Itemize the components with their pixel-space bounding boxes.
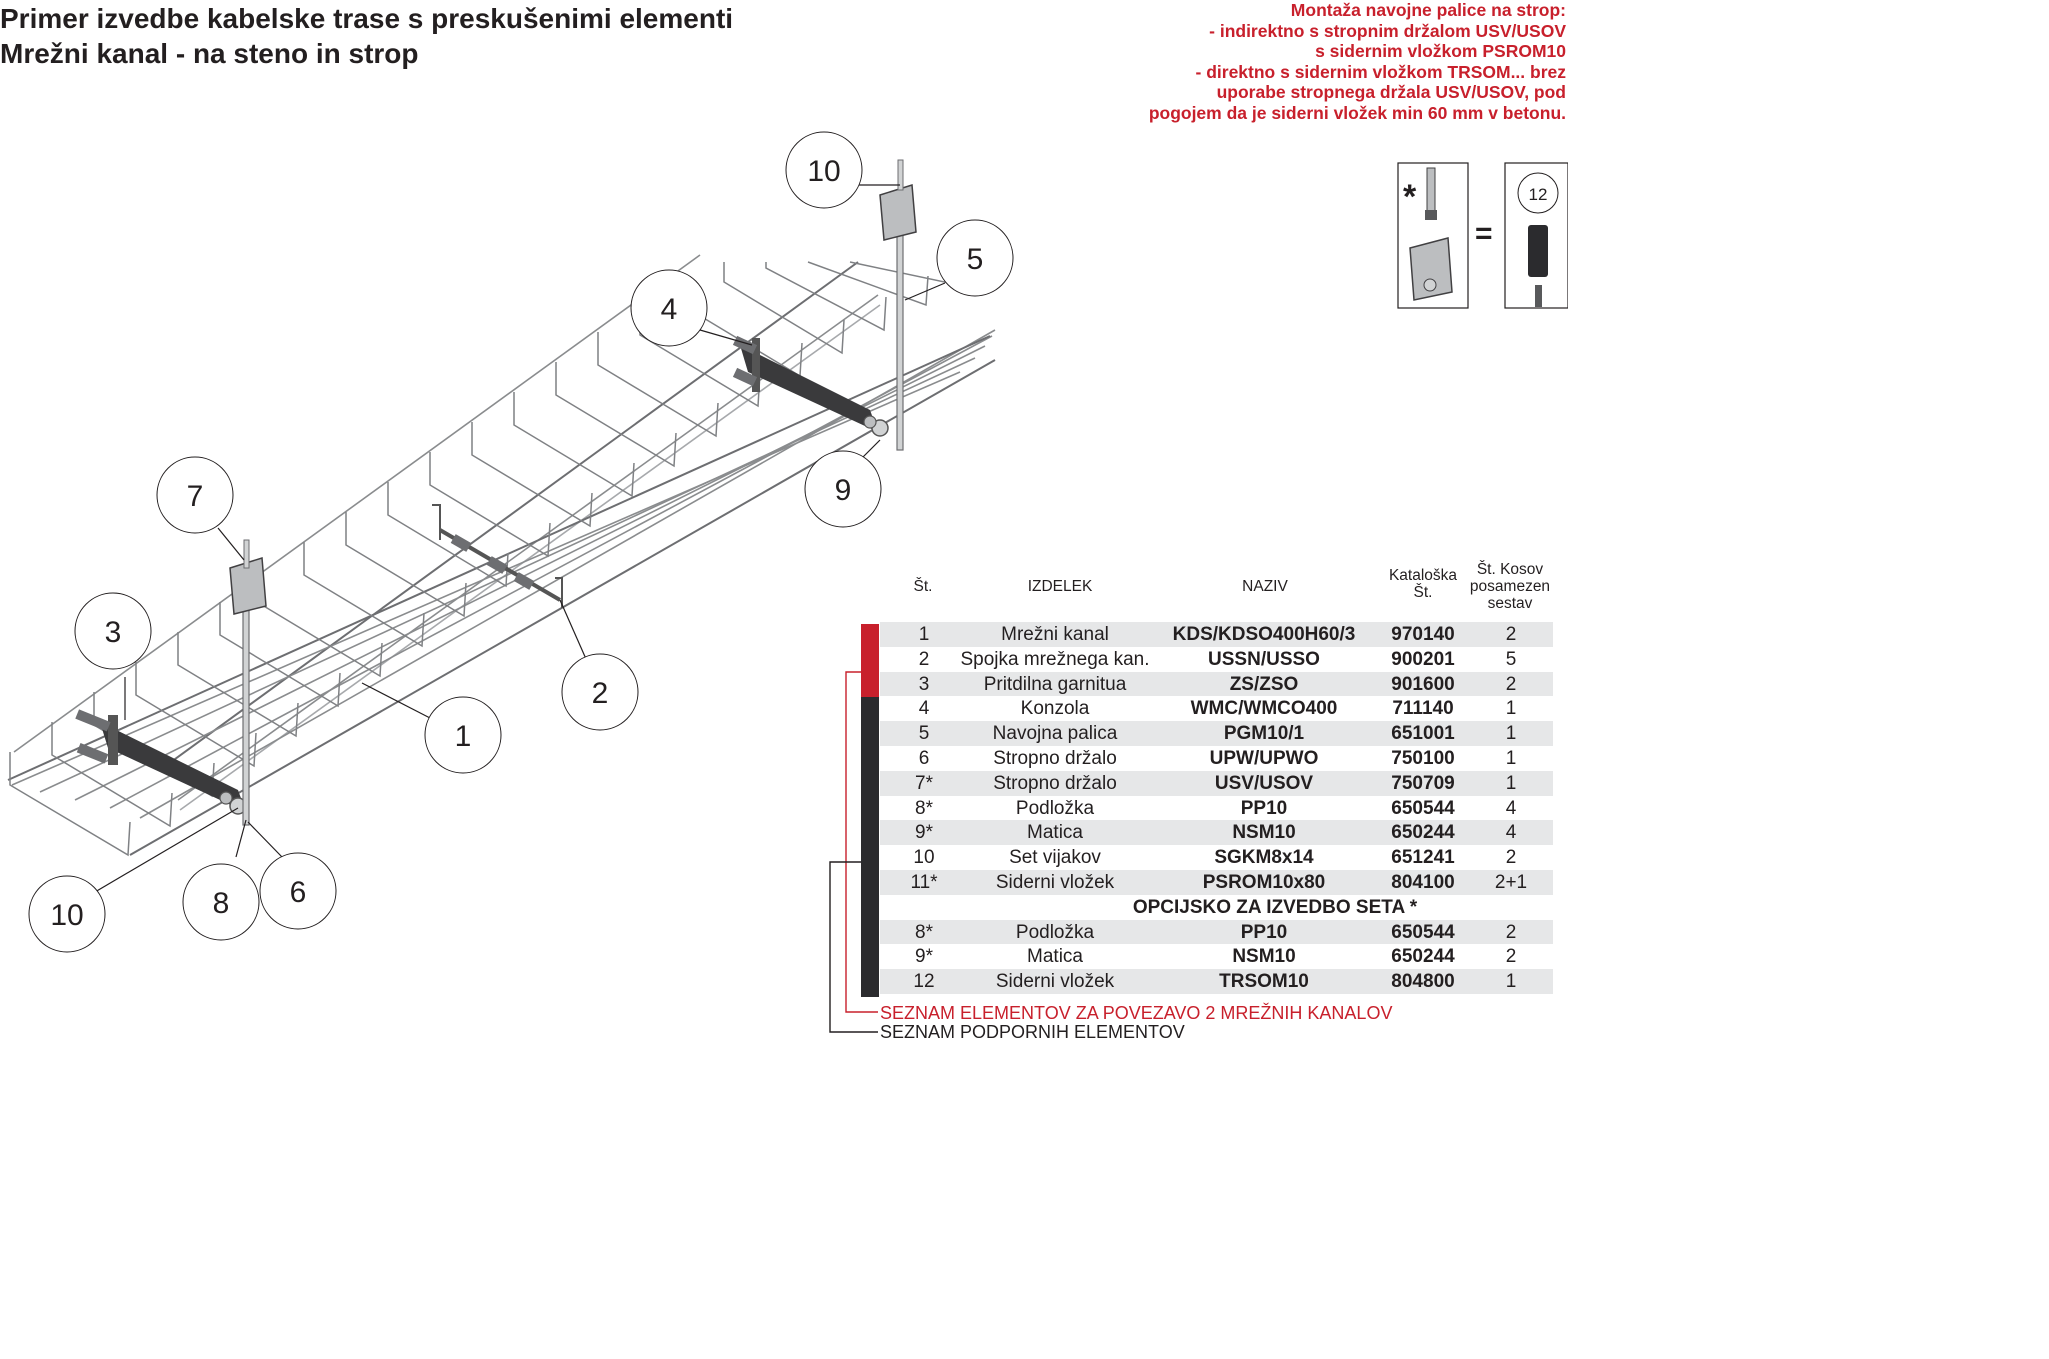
callout-2 bbox=[562, 654, 638, 730]
callout-number: 5 bbox=[966, 243, 984, 276]
cell-product: Podložka bbox=[1015, 797, 1095, 819]
diagram-title: Primer izvedbe kabelske trase s preskušenimi elementi bbox=[0, 3, 734, 34]
cell-qty: 1 bbox=[1505, 971, 1517, 993]
header-catalog-line: Št. bbox=[1413, 584, 1433, 601]
cell-no: 5 bbox=[918, 723, 930, 745]
callout-number: 3 bbox=[104, 616, 122, 649]
asterisk-mark: * bbox=[1403, 178, 1417, 216]
note-line: Montaža navojne palice na strop: bbox=[1290, 0, 1566, 20]
table-row bbox=[880, 969, 1553, 994]
table-row bbox=[880, 944, 1553, 969]
note-line: s sidernim vložkom PSROM10 bbox=[1315, 41, 1566, 62]
cell-name: PP10 bbox=[1240, 797, 1288, 819]
header-qty-line: Št. Kosov bbox=[1476, 561, 1544, 578]
cell-product: Mrežni kanal bbox=[1001, 624, 1109, 645]
callout-10-top bbox=[786, 132, 862, 208]
cell-name: PP10 bbox=[1240, 921, 1288, 943]
cell-no: 8* bbox=[915, 921, 933, 943]
tray-connector bbox=[432, 505, 562, 608]
callout-number: 8 bbox=[212, 887, 230, 920]
cell-product: Podložka bbox=[1015, 921, 1095, 943]
cell-no: 10 bbox=[913, 847, 935, 869]
cell-qty: 2 bbox=[1505, 921, 1517, 943]
cell-catalog: 750100 bbox=[1391, 748, 1455, 769]
wall-console-right bbox=[740, 345, 878, 432]
ceiling-clamp-right bbox=[880, 185, 916, 240]
cell-catalog: 650544 bbox=[1391, 797, 1455, 819]
callout-number: 10 bbox=[50, 899, 84, 932]
cell-no: 9* bbox=[915, 946, 933, 968]
callout-number: 2 bbox=[591, 677, 609, 710]
header-qty-line: posamezen bbox=[1469, 578, 1551, 595]
badge-number: 12 bbox=[1528, 185, 1548, 204]
cell-name: SGKM8x14 bbox=[1214, 847, 1314, 869]
header-qty-line: sestav bbox=[1487, 595, 1533, 612]
table-row bbox=[880, 622, 1553, 647]
cell-qty: 1 bbox=[1505, 723, 1517, 745]
cell-qty: 2+1 bbox=[1494, 872, 1528, 893]
cell-no: 1 bbox=[918, 624, 930, 645]
table-row bbox=[880, 672, 1553, 697]
cell-catalog: 650244 bbox=[1391, 822, 1455, 844]
header-catalog bbox=[1378, 567, 1468, 601]
header-qty bbox=[1462, 561, 1558, 612]
cell-name: PGM10/1 bbox=[1223, 723, 1305, 745]
cell-no: 2 bbox=[918, 648, 930, 670]
header-product: IZDELEK bbox=[1027, 578, 1093, 595]
header-name: NAZIV bbox=[1242, 578, 1288, 595]
option-inset bbox=[1398, 163, 1568, 308]
cell-qty: 2 bbox=[1505, 946, 1517, 968]
cell-name: USV/USOV bbox=[1214, 772, 1314, 794]
cell-product: Navojna palica bbox=[992, 723, 1118, 745]
callout-number: 9 bbox=[834, 474, 852, 507]
table-row bbox=[880, 696, 1553, 721]
callout-8 bbox=[183, 864, 259, 940]
table-row bbox=[880, 920, 1553, 945]
table-row bbox=[880, 820, 1553, 845]
table-row bbox=[880, 845, 1553, 870]
cell-no: 6 bbox=[918, 748, 930, 769]
cell-qty: 5 bbox=[1505, 648, 1517, 670]
callout-number: 4 bbox=[660, 293, 678, 326]
cell-no: 8* bbox=[915, 797, 933, 819]
cell-catalog: 651001 bbox=[1391, 723, 1455, 745]
cell-name: UPW/UPWO bbox=[1209, 748, 1319, 769]
threaded-rod-right bbox=[897, 225, 903, 450]
callout-9 bbox=[805, 451, 881, 527]
cell-product: Set vijakov bbox=[1009, 847, 1101, 869]
cell-no: 12 bbox=[913, 971, 935, 993]
cell-qty: 1 bbox=[1505, 748, 1517, 769]
legend-connection-elements: SEZNAM ELEMENTOV ZA POVEZAVO 2 MREŽNIH KANALOV bbox=[880, 1003, 1393, 1023]
cell-name: USSN/USSO bbox=[1208, 648, 1320, 670]
note-line: pogojem da je siderni vložek min 60 mm v betonu. bbox=[1148, 102, 1566, 123]
anchor-sleeve-icon bbox=[1528, 225, 1548, 277]
callout-number: 1 bbox=[454, 720, 472, 753]
cell-catalog: 804800 bbox=[1391, 971, 1455, 993]
table-row bbox=[880, 771, 1553, 796]
callout-1 bbox=[425, 697, 501, 773]
header-no: Št. bbox=[913, 578, 933, 595]
support-elements-bar bbox=[861, 697, 879, 997]
note-line: - indirektno s stropnim držalom USV/USOV bbox=[1209, 20, 1566, 41]
cell-no: 7* bbox=[915, 772, 933, 794]
cell-product: Spojka mrežnega kan. bbox=[960, 648, 1150, 670]
cell-name: KDS/KDSO400H60/3 bbox=[1172, 624, 1356, 645]
cell-qty: 2 bbox=[1505, 624, 1517, 645]
cell-no: 9* bbox=[915, 822, 933, 844]
optional-heading-row bbox=[880, 895, 1553, 920]
cell-name: ZS/ZSO bbox=[1229, 673, 1299, 695]
cell-qty: 1 bbox=[1505, 698, 1517, 720]
callout-7 bbox=[157, 457, 233, 533]
left-support-assembly bbox=[75, 540, 266, 825]
cell-catalog: 804100 bbox=[1391, 872, 1455, 893]
cell-product: Stropno držalo bbox=[993, 772, 1117, 794]
cell-product: Matica bbox=[1027, 946, 1083, 968]
callout-4 bbox=[631, 270, 707, 346]
cell-product: Stropno držalo bbox=[993, 748, 1117, 769]
cell-product: Pritdilna garnitua bbox=[983, 673, 1127, 695]
cell-catalog: 900201 bbox=[1391, 648, 1455, 670]
cell-no: 11* bbox=[910, 872, 938, 893]
callout-5 bbox=[937, 220, 1013, 296]
cell-product: Siderni vložek bbox=[995, 872, 1115, 893]
cell-name: TRSOM10 bbox=[1219, 971, 1309, 993]
diagram-subtitle: Mrežni kanal - na steno in strop bbox=[0, 38, 419, 69]
table-row bbox=[880, 647, 1553, 672]
cell-product: Siderni vložek bbox=[995, 971, 1115, 993]
cell-qty: 4 bbox=[1505, 797, 1517, 819]
callout-number: 6 bbox=[289, 876, 307, 909]
legend-support-elements: SEZNAM PODPORNIH ELEMENTOV bbox=[880, 1022, 1185, 1042]
cell-product: Konzola bbox=[1020, 698, 1090, 720]
equals-sign: = bbox=[1475, 217, 1493, 250]
cell-qty: 2 bbox=[1505, 847, 1517, 869]
note-line: uporabe stropnega držala USV/USOV, pod bbox=[1216, 82, 1566, 103]
cell-name: NSM10 bbox=[1232, 946, 1296, 968]
cell-qty: 2 bbox=[1505, 673, 1517, 695]
table-row bbox=[880, 796, 1553, 821]
cell-name: NSM10 bbox=[1232, 822, 1296, 844]
cell-name: WMC/WMCO400 bbox=[1190, 698, 1338, 720]
table-row bbox=[880, 721, 1553, 746]
cell-catalog: 650244 bbox=[1391, 946, 1455, 968]
cell-catalog: 970140 bbox=[1391, 624, 1455, 645]
cell-qty: 4 bbox=[1505, 822, 1517, 844]
connection-elements-bar bbox=[861, 624, 879, 697]
cell-catalog: 750709 bbox=[1391, 772, 1455, 794]
cell-no: 3 bbox=[918, 673, 930, 695]
callout-6 bbox=[260, 853, 336, 929]
cell-qty: 1 bbox=[1505, 772, 1517, 794]
callout-3 bbox=[75, 593, 151, 669]
table-row bbox=[880, 870, 1553, 895]
callout-number: 7 bbox=[186, 480, 204, 513]
cell-catalog: 711140 bbox=[1392, 698, 1454, 720]
threaded-rod-left bbox=[243, 600, 249, 825]
note-line: - direktno s sidernim vložkom TRSOM... brez bbox=[1195, 61, 1566, 82]
optional-heading: OPCIJSKO ZA IZVEDBO SETA * bbox=[1132, 896, 1418, 918]
cell-name: PSROM10x80 bbox=[1202, 872, 1326, 893]
callout-number: 10 bbox=[807, 155, 841, 188]
cell-no: 4 bbox=[918, 698, 930, 720]
callout-10-bottom bbox=[29, 876, 105, 952]
table-row bbox=[880, 746, 1553, 771]
cell-catalog: 901600 bbox=[1391, 673, 1455, 695]
cell-catalog: 650544 bbox=[1391, 921, 1455, 943]
header-catalog-line: Kataloška bbox=[1388, 567, 1458, 584]
cell-catalog: 651241 bbox=[1391, 847, 1455, 869]
cell-product: Matica bbox=[1027, 822, 1083, 844]
